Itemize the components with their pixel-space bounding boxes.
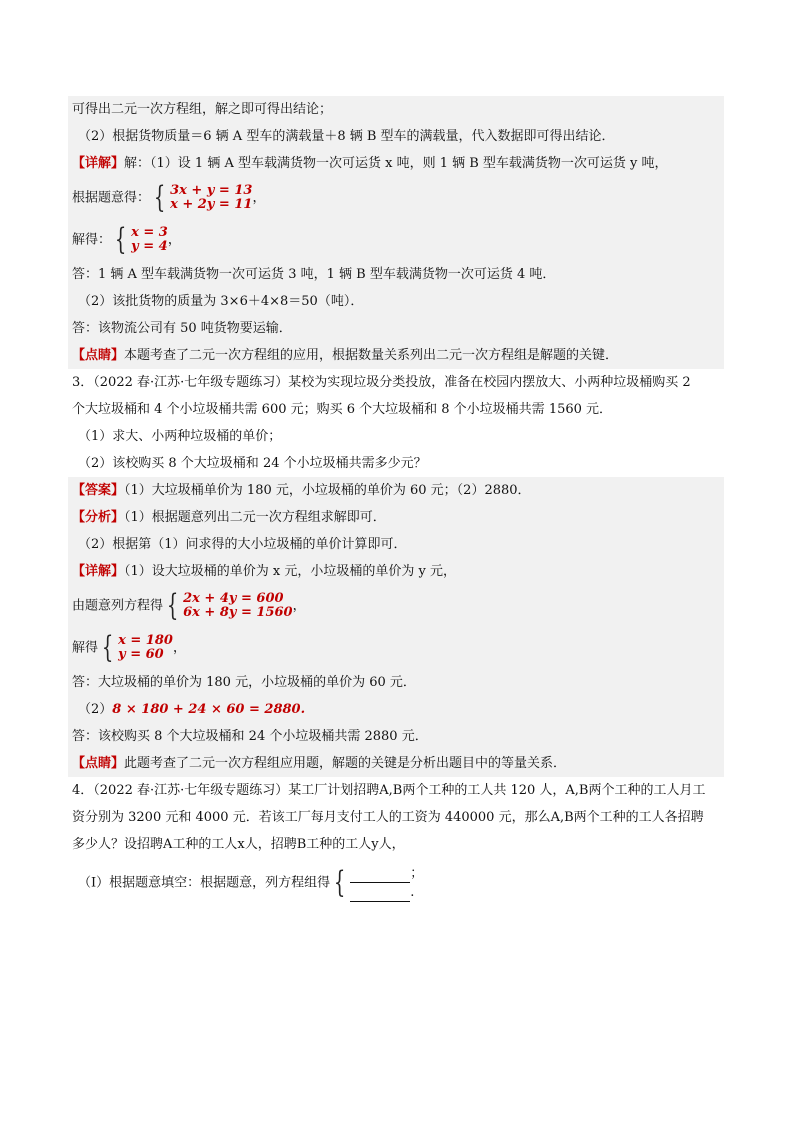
text: 答：大垃圾桶的单价为 180 元，小垃圾桶的单价为 60 元． <box>72 675 416 690</box>
question-line <box>68 396 724 423</box>
text: 可得出二元一次方程组，解之即可得出结论； <box>72 102 333 117</box>
equation-line <box>68 177 724 219</box>
text-line <box>68 261 724 288</box>
text: （1）大垃圾桶单价为 180 元，小垃圾桶的单价为 60 元；（2）2880． <box>124 483 531 498</box>
equation: 3x + y = 13 <box>170 183 253 198</box>
equation-system: { x = 180 y = 60 <box>101 630 173 665</box>
document-page <box>68 96 724 906</box>
text: ； <box>410 866 424 881</box>
text: 答：1 辆 A 型车载满货物一次可运货 3 吨，1 辆 B 型车载满货物一次可运货 4 吨． <box>72 267 556 282</box>
equation-line <box>68 585 724 627</box>
section-tag: 【详解】 <box>72 564 125 579</box>
text: . <box>410 885 415 900</box>
question-line <box>68 858 724 906</box>
equation-line <box>68 219 724 261</box>
text: （2）根据第（1）问求得的大小垃圾桶的单价计算即可． <box>78 537 407 552</box>
equation: x + 2y = 11 <box>170 197 253 212</box>
equation-system: { 3x + y = 13 x + 2y = 11 <box>153 180 253 215</box>
text: 答：该物流公司有 50 吨货物要运输． <box>72 321 292 336</box>
text-line <box>68 723 724 750</box>
text-line <box>68 288 724 315</box>
text: 个大垃圾桶和 4 个小垃圾桶共需 600 元；购买 6 个大垃圾桶和 8 个小垃圾桶共需 1560 元． <box>72 402 613 417</box>
text: ， <box>252 190 266 206</box>
text: 由题意列方程得 <box>72 598 164 614</box>
text-line <box>68 342 724 369</box>
text: 此题考查了二元一次方程组应用题，解题的关键是分析出题目中的等量关系． <box>124 756 567 771</box>
section-tag: 【详解】 <box>72 156 125 171</box>
blank-field[interactable] <box>350 874 410 883</box>
text: （Ⅰ）根据题意填空：根据题意，列方程组得 <box>78 875 331 891</box>
blank-equation-system: { ； . <box>333 865 424 900</box>
equation: y = 4 <box>131 239 168 254</box>
text: （2） <box>78 702 113 717</box>
text: （1）求大、小两种垃圾桶的单价； <box>78 429 282 444</box>
equation: x = 180 <box>118 633 173 648</box>
text: （1）设大垃圾桶的单价为 x 元，小垃圾桶的单价为 y 元， <box>124 564 456 579</box>
equation-system: { 2x + 4y = 600 6x + 8y = 1560 <box>166 588 293 623</box>
text: （2）该批货物的质量为 3×6＋4×8＝50（吨）． <box>78 294 364 309</box>
section-tag: 【答案】 <box>72 483 125 498</box>
question-line <box>68 369 724 396</box>
text: 本题考查了二元一次方程组的应用，根据数量关系列出二元一次方程组是解题的关键． <box>124 348 619 363</box>
equation: x = 3 <box>131 225 168 240</box>
equation-system: { x = 3 y = 4 <box>114 222 168 257</box>
equation-line <box>68 627 724 669</box>
section-tag: 【点睛】 <box>72 756 125 771</box>
text-line <box>68 750 724 777</box>
text: 4．（2022 春·江苏·七年级专题练习）某工厂计划招聘A,B两个工种的工人共 120 人，A,B两个工种的工人月工 <box>72 783 706 798</box>
text-line <box>68 531 724 558</box>
text: ， <box>167 232 181 248</box>
text: ， <box>172 640 186 656</box>
question-line <box>68 777 724 804</box>
section-tag: 【分析】 <box>72 510 125 525</box>
question-line <box>68 423 724 450</box>
text: （1）根据题意列出二元一次方程组求解即可． <box>124 510 386 525</box>
text: （2）该校购买 8 个大垃圾桶和 24 个小垃圾桶共需多少元？ <box>78 456 427 471</box>
text-line <box>68 96 724 123</box>
equation: 8 × 180 + 24 × 60 = 2880. <box>112 702 306 717</box>
text: 资分别为 3200 元和 4000 元．若该工厂每月支付工人的工资为 440000 元，那么A,B两个工种的工人各招聘 <box>72 810 704 825</box>
text-line <box>68 696 724 723</box>
text: 答：该校购买 8 个大垃圾桶和 24 个小垃圾桶共需 2880 元． <box>72 729 428 744</box>
text: 根据题意得： <box>72 190 151 206</box>
text: 解得： <box>72 232 112 248</box>
equation: 6x + 8y = 1560 <box>183 605 293 620</box>
text: 3．（2022 春·江苏·七年级专题练习）某校为实现垃圾分类投放，准备在校园内摆放大、小两种垃圾桶购买 2 <box>72 375 691 390</box>
text-line <box>68 669 724 696</box>
text: （2）根据货物质量＝6 辆 A 型车的满载量＋8 辆 B 型车的满载量，代入数据即可得出结论． <box>78 129 615 144</box>
text-line <box>68 123 724 150</box>
answer-line <box>68 477 724 504</box>
section-tag: 【点睛】 <box>72 348 125 363</box>
text: ， <box>292 598 306 614</box>
text-line <box>68 150 724 177</box>
text-line <box>68 315 724 342</box>
blank-field[interactable] <box>350 893 410 902</box>
text: 解得 <box>72 640 99 656</box>
question-line <box>68 804 724 831</box>
equation: y = 60 <box>118 647 164 662</box>
detail-line <box>68 558 724 585</box>
text: 解：（1）设 1 辆 A 型车载满货物一次可运货 x 吨，则 1 辆 B 型车载满货物一次可运货 y 吨， <box>124 156 668 171</box>
analysis-line <box>68 504 724 531</box>
question-line <box>68 831 724 858</box>
equation: 2x + 4y = 600 <box>183 591 284 606</box>
question-line <box>68 450 724 477</box>
text: 多少人？设招聘A工种的工人x人，招聘B工种的工人y人， <box>72 837 405 852</box>
